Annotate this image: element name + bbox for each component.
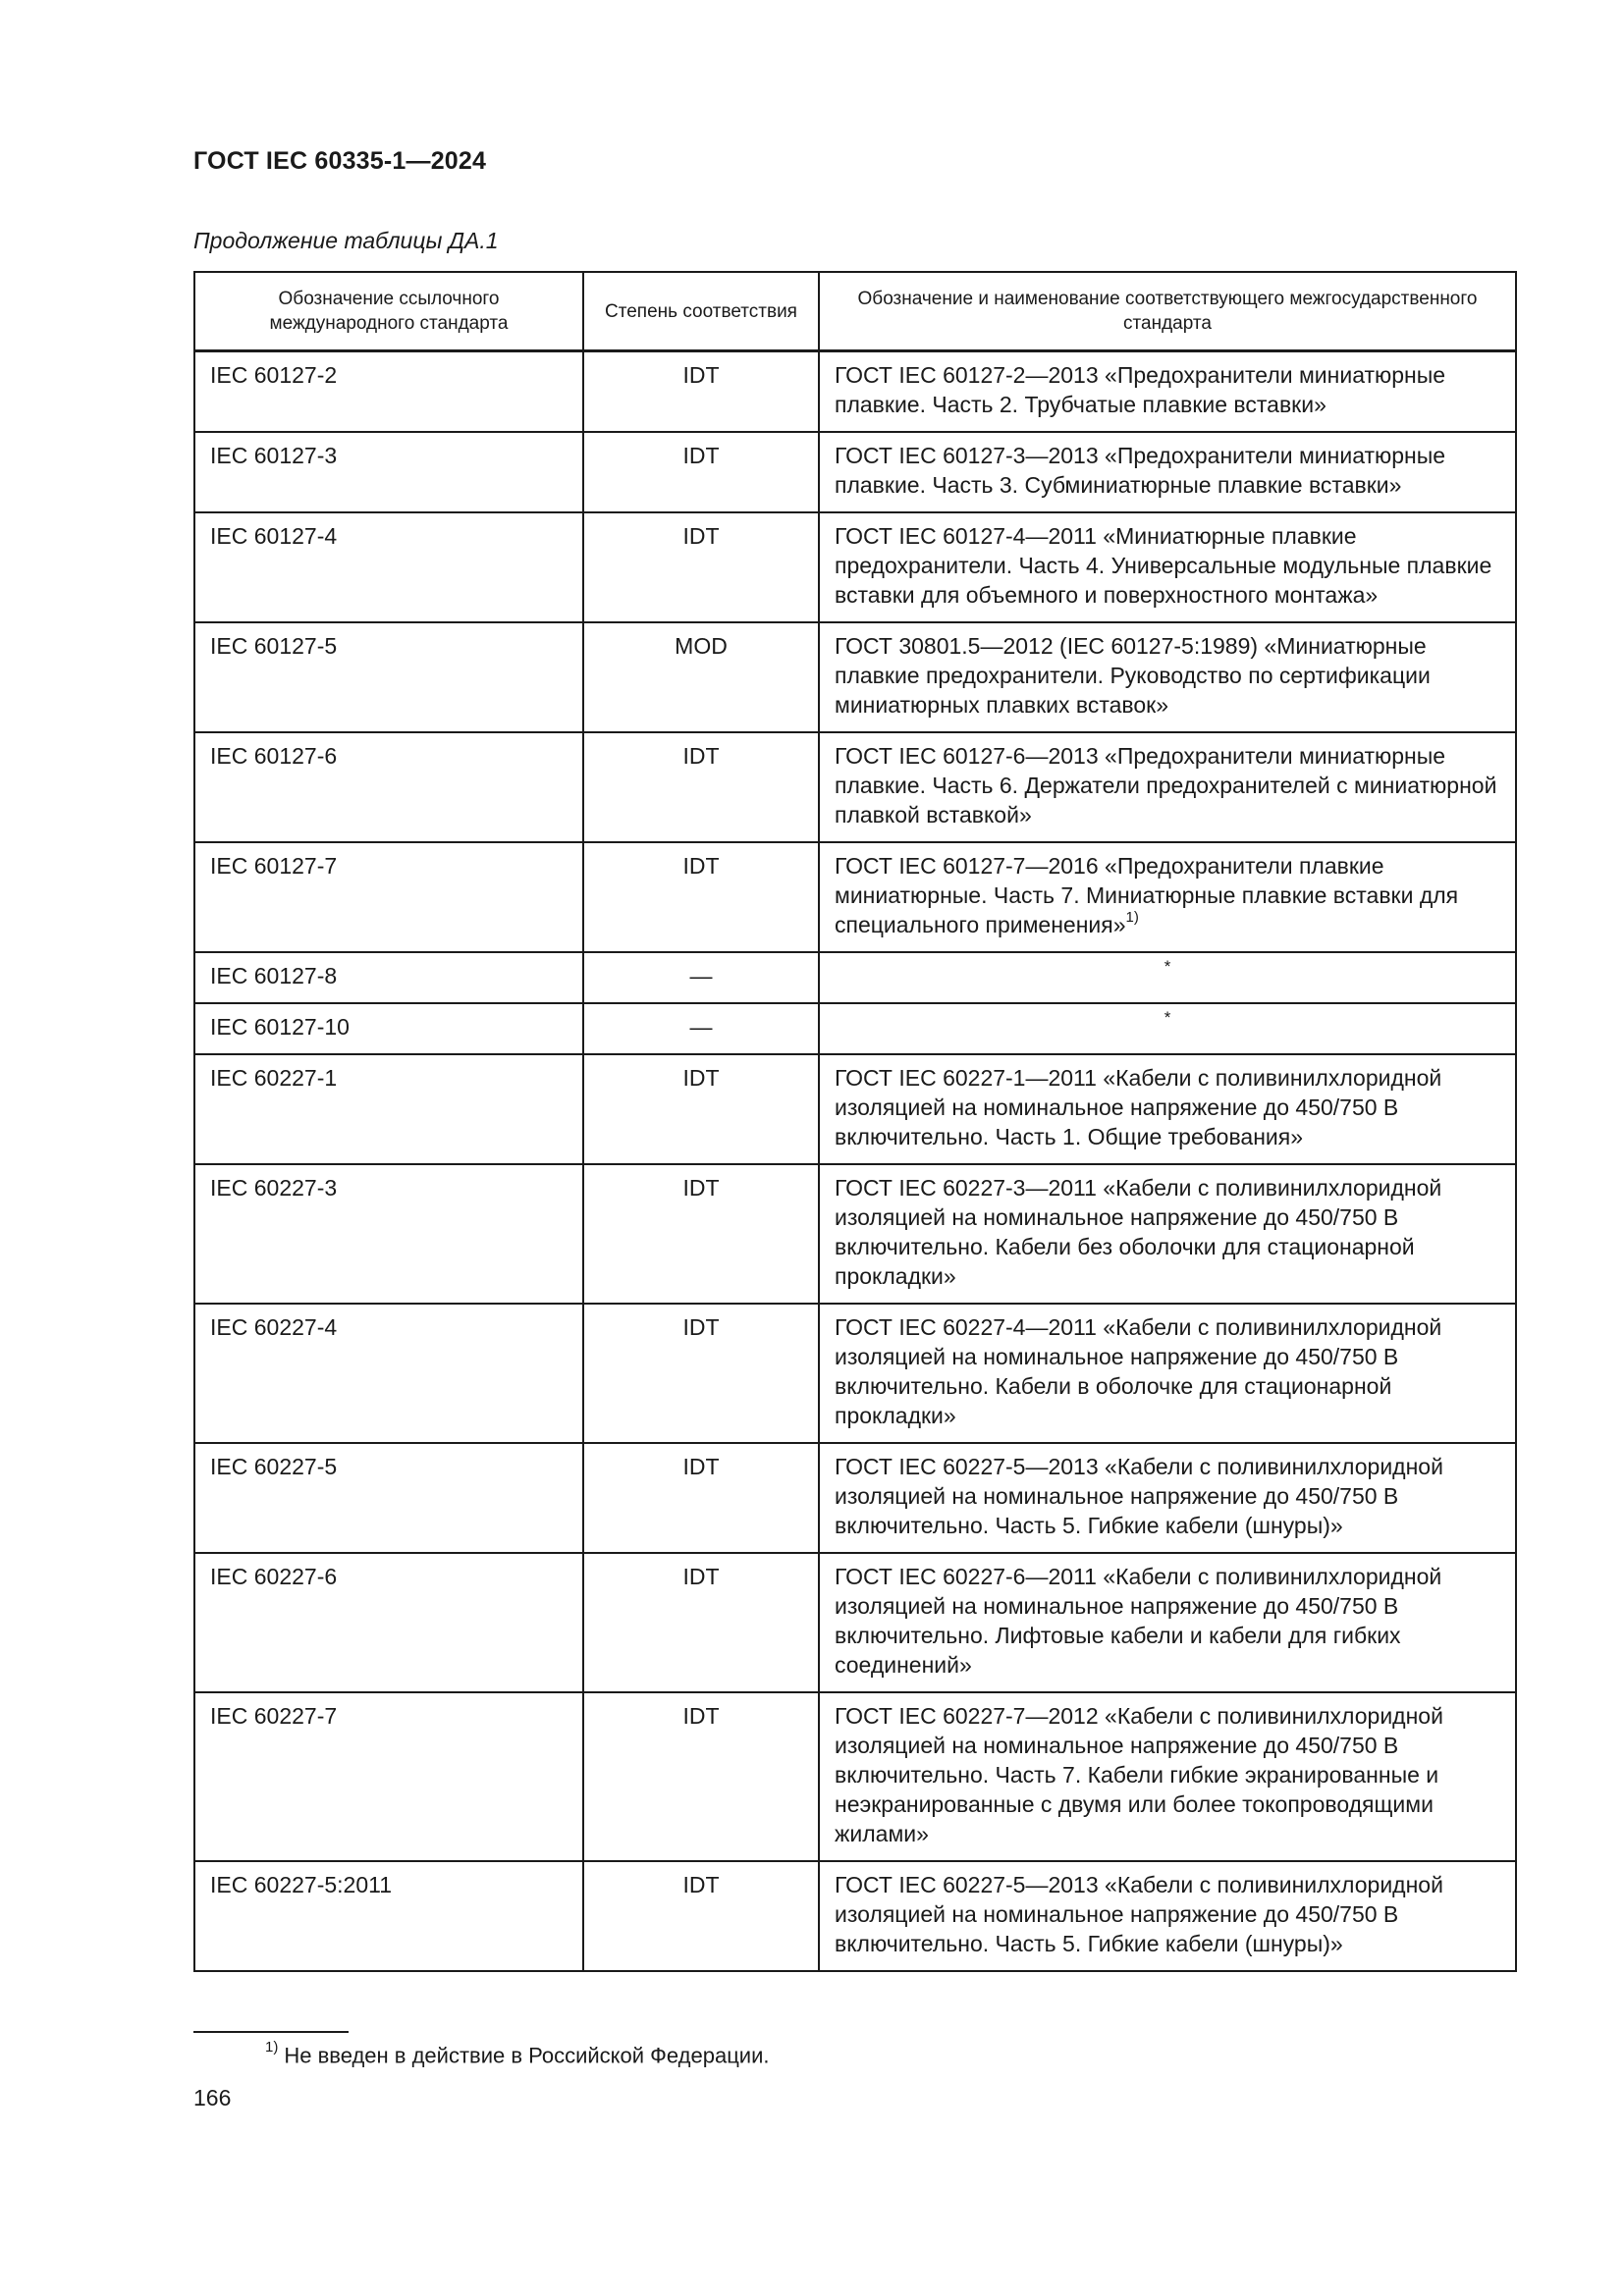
cell-designation: IEC 60127-4 [194, 512, 583, 622]
cell-degree: IDT [583, 1553, 819, 1692]
cell-designation: IEC 60127-6 [194, 732, 583, 842]
cell-standard-name: * [819, 1003, 1516, 1054]
cell-degree: IDT [583, 1443, 819, 1553]
table-row [194, 952, 1516, 1003]
cell-designation: IEC 60127-2 [194, 351, 583, 433]
cell-standard-name: ГОСТ IEC 60127-2—2013 «Предохранители миниатюрные плавкие. Часть 2. Трубчатые плавкие вставки» [819, 351, 1516, 433]
cell-standard-name: ГОСТ IEC 60227-5—2013 «Кабели с поливинилхлоридной изоляцией на номинальное напряжение до 450/750 В включительно. Часть 5. Гибкие кабели (шнуры)» [819, 1443, 1516, 1553]
table-row [194, 512, 1516, 622]
cell-standard-name: ГОСТ 30801.5—2012 (IEC 60127-5:1989) «Миниатюрные плавкие предохранители. Руководство по сертификации миниатюрных плавких вставок» [819, 622, 1516, 732]
cell-degree: IDT [583, 842, 819, 952]
table-row [194, 1003, 1516, 1054]
column-header-name: Обозначение и наименование соответствующего межгосударственного стандарта [819, 272, 1516, 351]
table-row [194, 1054, 1516, 1164]
cell-standard-name: ГОСТ IEC 60227-3—2011 «Кабели с поливинилхлоридной изоляцией на номинальное напряжение до 450/750 В включительно. Кабели без оболочки для стационарной прокладки» [819, 1164, 1516, 1304]
cell-designation: IEC 60227-5:2011 [194, 1861, 583, 1971]
cell-standard-name: ГОСТ IEC 60227-4—2011 «Кабели с поливинилхлоридной изоляцией на номинальное напряжение до 450/750 В включительно. Кабели в оболочке для стационарной прокладки» [819, 1304, 1516, 1443]
column-header-designation: Обозначение ссылочного международного стандарта [194, 272, 583, 351]
table-row [194, 732, 1516, 842]
cell-standard-name [819, 842, 1516, 952]
cell-designation: IEC 60127-5 [194, 622, 583, 732]
footnote-reference: 1) [1125, 909, 1139, 927]
cell-degree: IDT [583, 1054, 819, 1164]
cell-designation: IEC 60227-3 [194, 1164, 583, 1304]
reference-standards-table [193, 271, 1517, 1972]
table-caption: Продолжение таблицы ДА.1 [193, 228, 499, 253]
table-row [194, 842, 1516, 952]
cell-standard-name: ГОСТ IEC 60227-1—2011 «Кабели с поливинилхлоридной изоляцией на номинальное напряжение до 450/750 В включительно. Часть 1. Общие требования» [819, 1054, 1516, 1164]
table-row [194, 622, 1516, 732]
cell-standard-name: * [819, 952, 1516, 1003]
footnote [265, 2039, 770, 2068]
page-number: 166 [193, 2085, 232, 2110]
cell-standard-name: ГОСТ IEC 60227-6—2011 «Кабели с поливинилхлоридной изоляцией на номинальное напряжение до 450/750 В включительно. Лифтовые кабели и кабели для гибких соединений» [819, 1553, 1516, 1692]
cell-degree: IDT [583, 512, 819, 622]
cell-degree: IDT [583, 1861, 819, 1971]
cell-designation: IEC 60127-8 [194, 952, 583, 1003]
standard-name-text: ГОСТ IEC 60127-7—2016 «Предохранители плавкие миниатюрные. Часть 7. Миниатюрные плавкие вставки для специального применения» [835, 853, 1459, 937]
footnote-separator [193, 2031, 349, 2033]
cell-degree: MOD [583, 622, 819, 732]
footnote-text: Не введен в действие в Российской Федерации. [284, 2043, 770, 2068]
table-row [194, 1304, 1516, 1443]
column-header-degree: Степень соответствия [583, 272, 819, 351]
cell-standard-name: ГОСТ IEC 60127-3—2013 «Предохранители миниатюрные плавкие. Часть 3. Субминиатюрные плавкие вставки» [819, 432, 1516, 512]
document-code: ГОСТ IEC 60335-1—2024 [193, 147, 487, 175]
table-header-row [194, 272, 1516, 351]
cell-degree: — [583, 952, 819, 1003]
table-row [194, 1861, 1516, 1971]
table-row [194, 1692, 1516, 1861]
cell-designation: IEC 60127-10 [194, 1003, 583, 1054]
cell-degree: IDT [583, 1692, 819, 1861]
cell-designation: IEC 60227-7 [194, 1692, 583, 1861]
cell-standard-name: ГОСТ IEC 60227-5—2013 «Кабели с поливинилхлоридной изоляцией на номинальное напряжение до 450/750 В включительно. Часть 5. Гибкие кабели (шнуры)» [819, 1861, 1516, 1971]
table-row [194, 351, 1516, 433]
cell-standard-name: ГОСТ IEC 60127-6—2013 «Предохранители миниатюрные плавкие. Часть 6. Держатели предохранителей с миниатюрной плавкой вставкой» [819, 732, 1516, 842]
table-row [194, 1443, 1516, 1553]
footnote-marker: 1) [265, 2039, 279, 2056]
cell-designation: IEC 60227-1 [194, 1054, 583, 1164]
cell-designation: IEC 60227-4 [194, 1304, 583, 1443]
cell-degree: IDT [583, 351, 819, 433]
cell-designation: IEC 60227-6 [194, 1553, 583, 1692]
cell-standard-name: ГОСТ IEC 60227-7—2012 «Кабели с поливинилхлоридной изоляцией на номинальное напряжение до 450/750 В включительно. Часть 7. Кабели гибкие экранированные и неэкранированные с двумя или более токопроводящими жилами» [819, 1692, 1516, 1861]
cell-degree: IDT [583, 432, 819, 512]
table-row [194, 1553, 1516, 1692]
cell-designation: IEC 60127-7 [194, 842, 583, 952]
table-row [194, 432, 1516, 512]
cell-degree: IDT [583, 732, 819, 842]
cell-degree: — [583, 1003, 819, 1054]
cell-degree: IDT [583, 1164, 819, 1304]
table-row [194, 1164, 1516, 1304]
cell-designation: IEC 60127-3 [194, 432, 583, 512]
cell-degree: IDT [583, 1304, 819, 1443]
cell-designation: IEC 60227-5 [194, 1443, 583, 1553]
cell-standard-name: ГОСТ IEC 60127-4—2011 «Миниатюрные плавкие предохранители. Часть 4. Универсальные модульные плавкие вставки для объемного и поверхностного монтажа» [819, 512, 1516, 622]
